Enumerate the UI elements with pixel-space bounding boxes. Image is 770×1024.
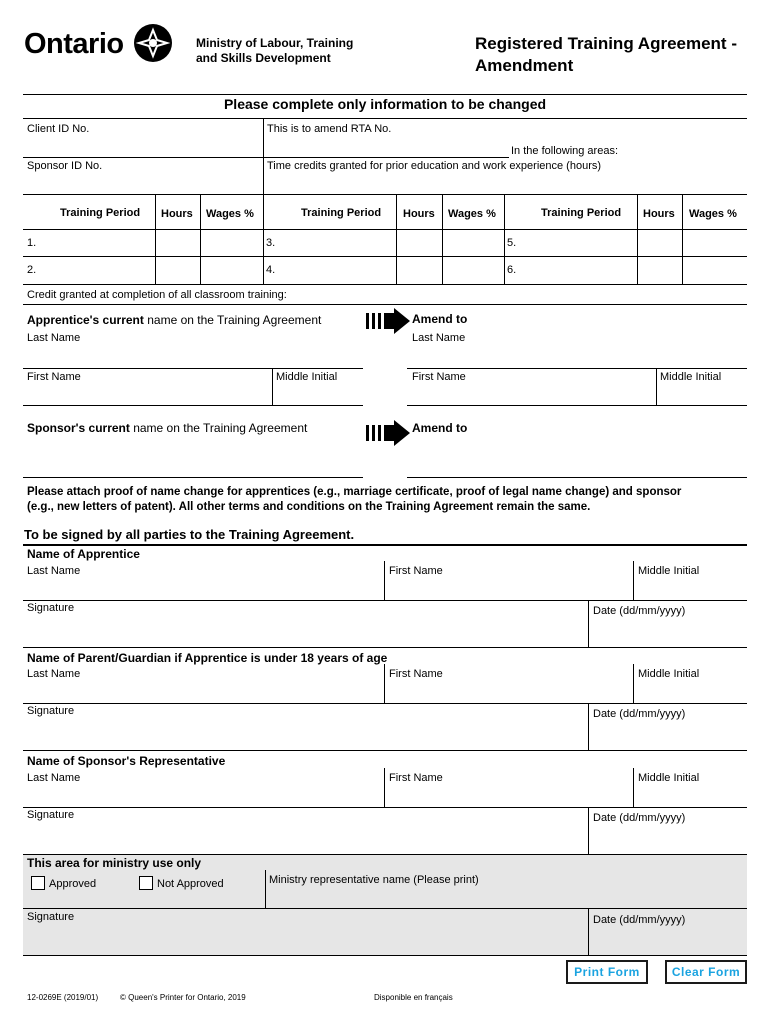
following-areas-label: In the following areas: — [511, 145, 619, 157]
apprentice-last-name-label: Last Name — [27, 565, 81, 577]
time-credits-label: Time credits granted for prior education and work experience (hours) — [267, 160, 602, 172]
period-row-1[interactable]: 1. — [27, 237, 37, 249]
instruction-heading: Please complete only information to be changed — [223, 96, 547, 112]
client-id-label: Client ID No. — [27, 123, 90, 135]
rta-amend-label: This is to amend RTA No. — [267, 123, 392, 135]
col-wages-2: Wages % — [448, 208, 496, 220]
period-row-4[interactable]: 4. — [266, 264, 276, 276]
ministry-heading: This area for ministry use only — [27, 856, 202, 870]
apprentice-date-label: Date (dd/mm/yyyy) — [593, 605, 686, 617]
sponsor-rep-date-label: Date (dd/mm/yyyy) — [593, 812, 686, 824]
col-training-period-3: Training Period — [541, 207, 622, 219]
parent-last-name-label: Last Name — [27, 668, 81, 680]
apprentice-new-last-name-field[interactable] — [408, 345, 746, 367]
ministry-signature-label: Signature — [27, 911, 75, 923]
french-version-link[interactable]: Disponible en français — [374, 993, 453, 1002]
clear-form-button[interactable]: Clear Form — [665, 960, 747, 984]
period-row-2[interactable]: 2. — [27, 264, 37, 276]
col-training-period-2: Training Period — [301, 207, 382, 219]
apprentice-first-name-field[interactable] — [386, 578, 631, 599]
apprentice-current-last-name-label: Last Name — [27, 332, 81, 344]
sponsor-rep-first-name-label: First Name — [389, 772, 443, 784]
parent-first-name-label: First Name — [389, 668, 443, 680]
parent-first-name-field[interactable] — [386, 681, 631, 702]
apprentice-middle-initial-label: Middle Initial — [638, 565, 700, 577]
apprentice-signature-label: Signature — [27, 602, 75, 614]
parent-name-heading: Name of Parent/Guardian if Apprentice is under 18 years of age — [27, 651, 388, 665]
ontario-logo-text: Ontario — [24, 28, 124, 60]
col-hours-3: Hours — [643, 208, 675, 220]
sponsor-rep-middle-initial-field[interactable] — [635, 785, 746, 806]
apprentice-current-label: Apprentice's current name on the Training Agreement — [27, 313, 322, 327]
proof-notice: Please attach proof of name change for apprentices (e.g., marriage certificate, proof of legal name change) and sponsor (e.g., new letters of patent). All other terms and conditions on the Training Agreement remain the same. — [27, 486, 682, 513]
arrow-right-icon — [366, 308, 412, 334]
sponsor-rep-first-name-field[interactable] — [386, 785, 631, 806]
print-form-button[interactable]: Print Form — [566, 960, 648, 984]
apprentice-current-first-name-field[interactable] — [24, 384, 270, 404]
apprentice-new-first-name-label: First Name — [412, 371, 466, 383]
approved-checkbox[interactable] — [31, 876, 45, 890]
sponsor-rep-last-name-label: Last Name — [27, 772, 81, 784]
apprentice-date-field[interactable] — [590, 620, 746, 645]
sponsor-id-field[interactable] — [24, 174, 262, 193]
not-approved-label: Not Approved — [157, 878, 224, 890]
parent-date-field[interactable] — [590, 723, 746, 748]
copyright: © Queen's Printer for Ontario, 2019 — [120, 993, 246, 1002]
apprentice-current-first-name-label: First Name — [27, 371, 81, 383]
apprentice-new-middle-initial-label: Middle Initial — [660, 371, 722, 383]
signing-heading: To be signed by all parties to the Training Agreement. — [24, 527, 355, 542]
col-hours-1: Hours — [161, 208, 193, 220]
col-wages-3: Wages % — [689, 208, 737, 220]
col-wages-1: Wages % — [206, 208, 254, 220]
sponsor-rep-middle-initial-label: Middle Initial — [638, 772, 700, 784]
period-row-3[interactable]: 3. — [266, 237, 276, 249]
ministry-date-label: Date (dd/mm/yyyy) — [593, 914, 686, 926]
client-id-field[interactable] — [24, 136, 262, 156]
sponsor-rep-last-name-field[interactable] — [24, 785, 382, 806]
parent-date-label: Date (dd/mm/yyyy) — [593, 708, 686, 720]
form-number: 12-0269E (2019/01) — [27, 993, 99, 1002]
sponsor-new-name-field[interactable] — [408, 440, 746, 476]
apprentice-name-heading: Name of Apprentice — [27, 547, 140, 561]
period-row-5[interactable]: 5. — [507, 237, 517, 249]
apprentice-first-name-label: First Name — [389, 565, 443, 577]
trillium-icon — [133, 23, 173, 63]
approved-label: Approved — [49, 878, 97, 890]
not-approved-checkbox[interactable] — [139, 876, 153, 890]
arrow-right-icon — [366, 420, 412, 446]
sponsor-rep-signature-label: Signature — [27, 809, 75, 821]
ministry-date-field[interactable] — [590, 930, 746, 954]
sponsor-rep-name-heading: Name of Sponsor's Representative — [27, 754, 226, 768]
sponsor-current-name-field[interactable] — [24, 440, 360, 476]
apprentice-new-first-name-field[interactable] — [408, 384, 654, 404]
apprentice-last-name-field[interactable] — [24, 578, 382, 599]
apprentice-current-middle-initial-label: Middle Initial — [276, 371, 338, 383]
rta-number-field[interactable] — [264, 136, 504, 156]
form-title: Registered Training Agreement - Amendment — [475, 34, 737, 75]
apprentice-middle-initial-field[interactable] — [635, 578, 746, 599]
parent-middle-initial-label: Middle Initial — [638, 668, 700, 680]
ministry-rep-name-label: Ministry representative name (Please print) — [269, 874, 479, 886]
parent-last-name-field[interactable] — [24, 681, 382, 702]
period-row-6[interactable]: 6. — [507, 264, 517, 276]
parent-signature-label: Signature — [27, 705, 75, 717]
col-hours-2: Hours — [403, 208, 435, 220]
sponsor-rep-date-field[interactable] — [590, 827, 746, 852]
credit-note-label: Credit granted at completion of all classroom training: — [27, 289, 287, 301]
sponsor-id-label: Sponsor ID No. — [27, 160, 103, 172]
sponsor-current-label: Sponsor's current name on the Training Agreement — [27, 421, 308, 435]
apprentice-current-last-name-field[interactable] — [24, 345, 360, 367]
apprentice-new-last-name-label: Last Name — [412, 332, 466, 344]
ministry-rep-name-field[interactable] — [267, 888, 745, 907]
sponsor-amend-to-label: Amend to — [412, 421, 468, 435]
col-training-period-1: Training Period — [60, 207, 141, 219]
apprentice-amend-to-label: Amend to — [412, 312, 468, 326]
ministry-name: Ministry of Labour, Training and Skills Development — [196, 36, 354, 65]
parent-middle-initial-field[interactable] — [635, 681, 746, 702]
